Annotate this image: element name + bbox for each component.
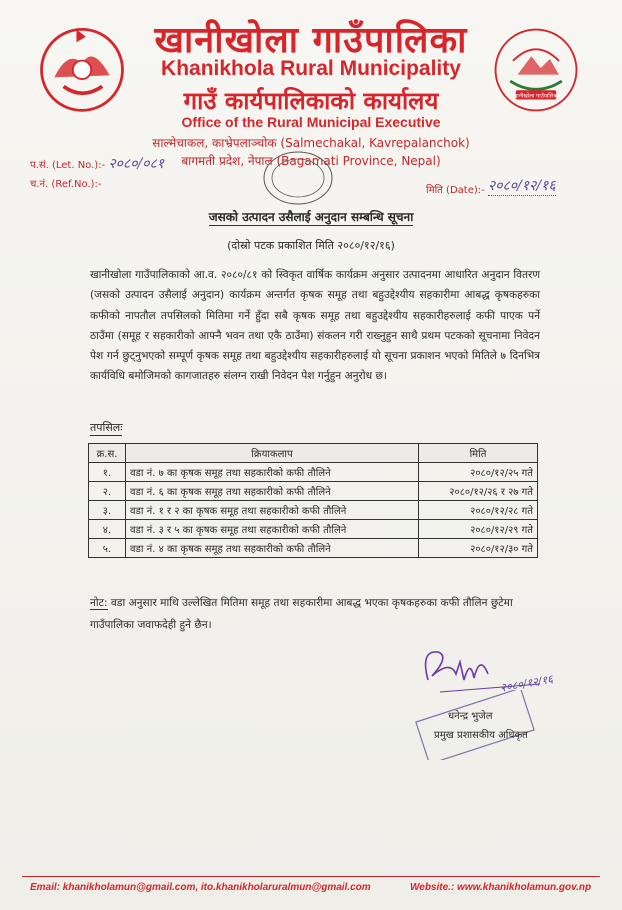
- table-header-row: [89, 444, 538, 463]
- footer-divider: [22, 876, 600, 877]
- municipality-name-np: खानीखोला गाउँपालिका: [154, 20, 468, 61]
- cell-activity: वडा नं. १ र २ का कृषक समूह तथा सहकारीको कफी तौलिने: [126, 501, 419, 520]
- tapasil-heading: तपसिलः: [90, 421, 123, 434]
- cell-activity: वडा नं. ४ का कृषक समूह तथा सहकारीको कफी तौलिने: [126, 539, 419, 558]
- cell-sn: ४.: [89, 520, 126, 539]
- cell-activity: वडा नं. ६ का कृषक समूह तथा सहकारीको कफी तौलिने: [126, 482, 419, 501]
- signatory-title: प्रमुख प्रशासकीय अधिकृत: [434, 730, 528, 741]
- ref-number: [30, 176, 101, 190]
- letter-number-value: २०८०/०८१: [108, 156, 165, 172]
- logo-text: खानीखोला गाउँपालिका: [512, 93, 560, 100]
- cell-sn: ५.: [89, 539, 126, 558]
- cell-activity: वडा नं. ३ र ५ का कृषक समूह तथा सहकारीको कफी तौलिने: [126, 520, 419, 539]
- ref-number-label: च.नं. (Ref.No.):-: [30, 179, 102, 190]
- schedule-table: [88, 443, 538, 558]
- signature-date: २०८०/१२/१६: [499, 672, 554, 695]
- office-name-np: गाउँ कार्यपालिकाको कार्यालय: [183, 87, 439, 115]
- cell-date: २०८०/१२/२८ गते: [419, 501, 538, 520]
- table-row: [89, 520, 538, 539]
- header-sn: क्र.स.: [89, 444, 126, 463]
- dispatch-stamp-icon: [262, 150, 334, 206]
- table-row: [89, 463, 538, 482]
- table-row: [89, 539, 538, 558]
- note-text: वडा अनुसार माथि उल्लेखित मितिमा समूह तथा सहकारीमा आबद्ध भएका कृषकहरुका कफी तौलिन छुटेमा गाउँपालिका जवाफदेही हुने छैन।: [90, 597, 513, 631]
- cell-sn: १.: [89, 463, 126, 482]
- cell-date: २०८०/१२/३० गते: [419, 539, 538, 558]
- header-activity: क्रियाकलाप: [126, 444, 419, 463]
- footer-website: Website.: www.khanikholamun.gov.np: [410, 882, 592, 893]
- letter-number-label: प.सं. (Let. No.):-: [30, 160, 106, 171]
- published-date: (दोस्रो पटक प्रकाशित मिति २०८०/१२/१६): [227, 239, 395, 252]
- signatory-name: धनेन्द्र भुजेल: [448, 711, 493, 722]
- letter-number: [30, 154, 164, 173]
- office-province: बागमती प्रदेश, नेपाल (Bagamati Province, Nepal): [181, 154, 441, 168]
- cell-date: २०८०/१२/२९ गते: [419, 520, 538, 539]
- notice-body: खानीखोला गाउँपालिकाको आ.व. २०८०/८१ को स्विकृत वार्षिक कार्यक्रम अनुसार उत्पादनमा आधारित अनुदान वितरण (जसको उत्पादन उसैलाई अनुदान) कार्यक्रम अन्तर्गत कृषक समूह तथा बहुउद्देश्यीय सहकारीमा आबद्ध कृषकहरुका कफीको नापतौल तपसिलको मितिमा गर्ने हुँदा सबै कृषक समूह तथा बहुउद्देश्यीय सहकारीहरुलाई कफी पाएक पर्ने ठाउँमा (समूह र सहकारीको आफ्नै भवन तथा एकै ठाउँमा) संकलन गरी राख्नुहुन साथै प्रथम पटकको सूचनामा निवेदन पेश गर्न छुट्नुभएको सम्पूर्ण कृषक समूह तथा बहुउद्देश्यीय सहकारीहरुलाई यो सूचना प्रकाशन भएको मितिले ७ दिनभित्र कार्यविधि बमोजिमको कागजातहरु संलग्न राखी निवेदन पेश गर्नुहुन अनुरोध छ।: [90, 269, 540, 383]
- footer-email: Email: khanikholamun@gmail.com, ito.khanikholaruralmun@gmail.com: [30, 882, 371, 893]
- cell-date: २०८०/१२/२६ र २७ गते: [419, 482, 538, 501]
- office-name-en: Office of the Rural Municipal Executive: [181, 114, 441, 130]
- table-row: [89, 482, 538, 501]
- note-paragraph: [90, 592, 540, 636]
- letter-date: [426, 176, 556, 196]
- notice-title: जसको उत्पादन उसैलाई अनुदान सम्बन्धि सूचना: [208, 210, 414, 224]
- header-date: मिति: [419, 444, 538, 463]
- cell-sn: २.: [89, 482, 126, 501]
- office-address: साल्मेचाकल, काभ्रेपलाञ्चोक (Salmechakal, Kavrepalanchok): [152, 136, 470, 150]
- letter-date-label: मिति (Date):-: [426, 185, 485, 196]
- cell-sn: ३.: [89, 501, 126, 520]
- cell-activity: वडा नं. ७ का कृषक समूह तथा सहकारीको कफी तौलिने: [126, 463, 419, 482]
- note-label: नोट:: [90, 597, 108, 609]
- official-stamp-icon: [410, 690, 540, 760]
- municipality-name-en: Khanikhola Rural Municipality: [161, 57, 461, 80]
- letter-date-value: २०८०/१२/१६: [487, 178, 556, 194]
- table-row: [89, 501, 538, 520]
- cell-date: २०८०/१२/२५ गते: [419, 463, 538, 482]
